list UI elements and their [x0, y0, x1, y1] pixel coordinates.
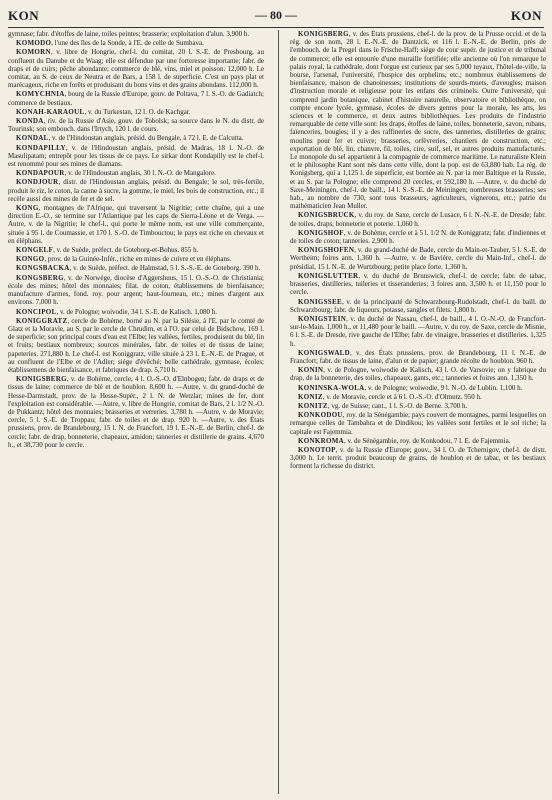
- entry-text: , l'une des îles de la Sonde, à l'E. de celle de Sumbava.: [51, 39, 204, 48]
- entry-headword: KONIGSHOFEN: [298, 246, 355, 255]
- entry-headword: KONIGSSEE: [298, 297, 342, 306]
- dictionary-entry: [290, 366, 546, 382]
- entry-headword: KONAH-KARAOUL: [16, 107, 85, 116]
- dictionary-entry: [8, 117, 264, 133]
- entry-text: , prov. de la Guinée-Infér., riche en mines de cuivre et en éléphans.: [44, 255, 232, 264]
- dictionary-entry: [290, 272, 546, 297]
- header-rule: [8, 27, 544, 28]
- dictionary-entry: [8, 255, 264, 263]
- entry-text: , v. de Moravie, cercle et à 6 l. O.-S.-O. d'Olmutz. 950 h.: [322, 392, 482, 401]
- entry-headword: KONDAPOUR: [16, 169, 65, 178]
- entry-text: , v. du Turkestan, 12 l. O. de Kachgar.: [84, 107, 191, 116]
- dictionary-entry: [290, 30, 546, 210]
- entry-headword: KONIGSTEIN: [298, 314, 347, 323]
- entry-text: , v. du grand-duché de Bade, cercle du Main-et-Tauber, 5 l. S.-E. de Wertheim; foires ann. 1,360 h. —Autre, v. de Bavière, cercle du Main-Inf., chef-l. de présidial, 15 l. N.-E. de Wurtzbourg; petite place forte. 1,360 h.: [290, 246, 546, 271]
- entry-headword: KONKROMA: [298, 436, 344, 445]
- entry-headword: KONGO: [16, 255, 45, 264]
- entry-text: , v. de Norwége, diocèse d'Aggershuus, 15 l. O.-S.-O. de Christiania; école des mines; hôtel des monnaies; filat. de coton, établissemens de bienfaisance; manufacture d'armes, fond. roy. pour argent; haut-fourneau, etc.; mines d'argent aux environs. 7,000 h.: [8, 273, 264, 307]
- entry-text: , v. de Suède, préfect. de Goteborg-et-Bohus. 855 h.: [53, 246, 199, 255]
- entry-headword: KONCIPOL: [16, 307, 57, 316]
- entry-headword: KONDA: [16, 117, 44, 126]
- entry-headword: KONGSBERG: [16, 273, 64, 282]
- entry-text: , v. de l'Hindoustan anglais, présid. du Bengale, à 72 l. E. de Calcutta.: [48, 134, 244, 143]
- running-head-right: KON: [510, 8, 542, 23]
- entry-text: , cercle de Bohème, borné au N. par la Silésie, à l'E. par le comté de Glatz et la Moravie, au S. par le cercle de Chrudim, et à l'O. par celui de Bidschow, 169 l. de superficie; son principal cours d'eau est l'Elbe; les vallées, fertiles, produisent du blé, lin et fruits; bestiaux nombreux; sources minérales, fabr. de toiles et de tissus de laine; papeteries. 271,880 h. Le chef-l. est Koniggratz, ville située à 23 l. E.-N.-E. de Prague, et au confluent de l'Elbe et de l'Adler; siége d'évêché; belle cathédrale, gymnase, écoles; établissemens de bienfaisance, et fabriques de drap. 5,710 h.: [8, 316, 264, 374]
- entry-text: , v. du duché de Brunswick, chef-l. de cercle; fabr. de tabac, brasseries, distilleries, tuileries et tisseranderies; 3 foires ann. 3,500 h. et 11,150 pour le cercle.: [290, 271, 546, 297]
- entry-headword: KOMYCHNIA: [16, 90, 65, 99]
- entry-text: , v. de Pologne; woiwodie, 9 l. N.-O. de Lublin. 1,100 h.: [364, 383, 523, 392]
- entry-headword: KONIGSBERG: [16, 375, 67, 384]
- entry-headword: KONIGSHOF: [298, 228, 344, 237]
- dictionary-entry: [8, 264, 264, 272]
- entry-headword: KONIN: [298, 366, 324, 375]
- entry-headword: KONGELF: [16, 246, 54, 255]
- left-column: [8, 30, 264, 794]
- dictionary-entry: [290, 411, 546, 436]
- page-number: — 80 —: [255, 8, 297, 22]
- dictionary-entry: [8, 144, 264, 169]
- entry-text: , v. des États prussiens, chef-l. de la prov. de la Prusse occid. et de la rég. de son nom, 28 l. E.-N.-E. de Dantzick, et 116 l. E.-N.-E. de Berlin, près de l'embouch. de la Pregel dans le Frische-Haff; siége de cour supér. de justice et de tribunal de commerce; elle est entourée d'une muraille fortifiée; elle ancienne où l'on remarque le palais royal, la cathédrale, dont l'orgue est curieux par ses 5,000 tuyaux, l'hôtel-de-ville, la bourse, l'arsenal, l'université, l'hospice des orphelins, etc.; nombreux établissemens de bienfaisance, maison de chanoinesses; institutions de sourds-muets, d'aveugles; maison d'instruction morale et religieuse pour les enfans des criminels. Outre l'université, qui comprend jardin botanique, cabinet d'histoire naturelle, observatoire et bibliothèque, on compte encore lycée, gymnase, écoles de divers genres pour la morale, les arts, les sciences et le commerce, et deux autres bibliothèques. Les produits de l'industrie remarquable de cette ville sont: les draps, étoffes de laine, toiles, bonneterie, savon, rubans, faïenceries, bougies; il y a des raffineries de sucre, des tanneries, distilleries de grains; moulins pour fer et cuivre; brasseries, orfèvreries, chantiers de construction, etc.; exportation de blé, lin, chanvre, fil, toiles, cire, suif, sel, et autres produits manufacturés. Le monopole du sel appartient à la compagnie de commerce maritime. Le naturaliste Klein et le philosophe Kant sont nés dans cette ville, dont la pop. est de 63,880 hab. La rég. de Konigsberg, qui a 1,125 l. de superficie, est bornée au N. par la mer Baltique et la Russie, et au S. par la Pologne; elle comprend 20 cercles, et 592,180 h. —Autre, v. du duché de Saxe-Meiningen, chef-l. de baill., 14 l. S.-S.-E. de Meiningen; nombreuses brasseries; ses hab., au nombre de 730, sont tous brasseurs, agriculteurs, vignerons, etc.; patrie du mathématicien Jean Muller.: [290, 30, 546, 211]
- entry-headword: KONINSKA-WOLA: [298, 383, 365, 392]
- entry-headword: KONIGSLUTTER: [298, 271, 359, 280]
- entry-text: , riv. de la Russie d'Asie, gouv. de Tobolsk; sa source dans le N. du distr. de Tourinsk; son embouch. dans l'Irtych, 120 l. de cours.: [8, 117, 264, 134]
- entry-headword: KONIZ: [298, 392, 323, 401]
- dictionary-entry: [290, 437, 546, 445]
- dictionary-entry: [290, 211, 546, 227]
- dictionary-entry: [290, 246, 546, 271]
- column-divider: [278, 30, 279, 794]
- entry-text: , v. de l'Hindoustan anglais, présid. de Madras, 18 l. N.-O. de Masulipatam; entrepôt pour les tissus de ce pays. Le sirkar dont Kondapilly est le chef-l. est renommé pour ses mines de diamans.: [8, 143, 264, 169]
- dictionary-entry: [8, 274, 264, 307]
- entry-text: , bourg de la Russie d'Europe, gouv. de Poltava, 7 l. S.-O. de Gadiatch; commerce de bestiaux.: [8, 90, 264, 107]
- entry-text: , v. de la Russie d'Europe; gouv., 34 l. O. de Tchernigov, chef-l. de distr. 3,000 h. Le territ. produit beaucoup de grains, de houblon et de tabac, et les bestiaux forment la richesse du district.: [290, 445, 546, 471]
- entry-text: , v. de Pologne; woivodie, 34 l. S.-E. de Kalisch. 1,080 h.: [56, 307, 218, 316]
- dictionary-entry: [290, 384, 546, 392]
- entry-text: , distr. de l'Hindoustan anglais, présid. du Bengale; le sol, très-fertile, produit le riz, le coton, la canne à sucre, la gomme, le miel, les bois de construction, etc.; il recèle aussi des mines de fer et de sel.: [8, 178, 264, 203]
- entry-text: , roy. de la Sénégambie; pays couvert de montagnes, parmi lesquelles on remarque celles de Tambahra et de Dindikou; les vallées sont fertiles et le sol riche; la capitale est Fajemmia.: [290, 411, 546, 436]
- entry-headword: KONDJOUR: [16, 178, 59, 187]
- dictionary-entry: [290, 446, 546, 471]
- entry-text: , v. de Bohème, cercle, 4 l. O.-S.-O. d'Elnbogen; fabr. de draps et de tissus de laine; commerce de blé et de houblon. 8,600 h. —Autre, v. du grand-duché de Hesse-Darmstadt, prov. de la Hesse-Supér., 2 l. N. de Wetzlar; mines de fer, dont l'exploitation est considérable. —Autre, v. libre de Hongrie, comitat de Bars, 2 l. 1/2 N.-O. de Pukkantz; hôtel des monnaies; brasseries et verreries. 3,780 h. —Autre, v. de Moravie; cercle, 5 l. S.-E. de Troppau; fabr. de toiles et de drap. 920 h. —Autre, v. des États prussiens, prov. de Brandebourg, 15 l. N. de Francfort, 19 l. E.-N.-E. de Berlin, chef-l. de cercle; fabr. de drap, bonneterie, chapeaux, amidon; tanneries et distillerie de grains. 4,670 h., et 38,730 pour le cercle.: [8, 375, 264, 449]
- page-header: [0, 8, 552, 26]
- dictionary-entry: [8, 375, 264, 449]
- entry-text: , v. du duché de Nassau, chef-l. de baill., 4 l. O.-N.-O. de Francfort-sur-le-Main. 1,000 h., et 11,480 pour le baill. —Autre, v. du roy. de Saxe, cercle de Misnie, 6 l. S.-E. de Dresde, rive gauche de l'Elbe; fabr. de vinaigre, brasseries et distilleries. 1,325 h.: [290, 314, 546, 348]
- entry-headword: KONKODOU: [298, 411, 343, 420]
- entry-headword: KOMODO: [16, 39, 52, 48]
- dictionary-entry: [290, 229, 546, 245]
- entry-text: , v. des États prussiens, prov. de Brandebourg, 11 l. N.-E. de Francfort; fabr. de tissus de laine, d'alun et de papier; grande récolte de houblon. 960 h.: [290, 348, 546, 365]
- entry-headword: KONIGSBRUCK: [298, 211, 355, 220]
- entry-headword: KONIGSWALD: [298, 348, 351, 357]
- dictionary-entry: [8, 317, 264, 374]
- entry-text: , v. de l'Hindoustan anglais, 30 l. N.-O. de Mangalore.: [64, 169, 216, 178]
- entry-text: , v. de Suède, préfect. de Halmstad, 5 l. S.-S.-E. de Goteborg. 390 h.: [69, 264, 261, 273]
- entry-text: gymnase; fabr. d'étoffes de laine, toiles peintes; brasserie; exploitation d'alun. 3,900 h.: [8, 30, 250, 38]
- entry-text: , v. de la principauté de Schwarzbourg-Rudolstadt, chef-l. du baill. de Schwarzbourg; fabr. de liqueurs, potasse, sangles et filets. 1,800 h.: [290, 297, 546, 314]
- entry-headword: KONG: [16, 204, 39, 213]
- entry-headword: KONGSBACKA: [16, 264, 70, 273]
- dictionary-entry: [8, 108, 264, 116]
- entry-headword: KONIGSBERG: [298, 30, 349, 38]
- dictionary-entry: [290, 402, 546, 410]
- dictionary-entry: [8, 308, 264, 316]
- entry-headword: KONITZ: [298, 401, 328, 410]
- entry-headword: KOMORN: [16, 48, 51, 57]
- dictionary-entry: [8, 246, 264, 254]
- entry-text: , v. de Bohème, cercle et à 5 l. 1/2 N. de Koniggratz; fabr. d'indiennes et de toiles de coton; tanneries. 2,900 h.: [290, 228, 546, 246]
- dictionary-entry: [8, 134, 264, 142]
- entry-text: , v. de Pologne, woiwodie de Kalisch, 43 l. O. de Varsovie; on y fabrique du drap, de la bonneterie, des toiles, chapeaux, gants, etc.; tanneries et foires ann. 1,350 h.: [290, 366, 546, 383]
- entry-text: , montagnes de l'Afrique, qui traversent la Nigritie; cette chaîne, qui a une direction E.-O., se termine sur l'Atlantique par les caps de Sierra-Léone et de Verga. —Autre, v. de la Nigritie; le chef-l., qui porte le même nom, est une ville commerçante, située à 95 l. de Coumassie, et 170 l. S.-O. de Timbouctou; le pays est riche en chevaux et en éléphans.: [8, 204, 264, 245]
- entry-headword: KONDAL: [16, 134, 49, 143]
- running-head-left: KON: [8, 8, 40, 23]
- right-column: [290, 30, 546, 794]
- dictionary-entry: [290, 349, 546, 365]
- entry-headword: KONIGGRATZ: [16, 316, 68, 325]
- dictionary-entry: [8, 30, 264, 38]
- dictionary-entry: [8, 39, 264, 47]
- dictionary-entry: [8, 178, 264, 203]
- entry-text: , v. libre de Hongrie, chef-l. du comitat, 20 l. S.-E. de Presbourg, au confluent du Danube et du Waag; elle est défendue par une forteresse importante; fabr. de draps et de cuirs; pêche abondante; commerce de blé, vins, miel et poisson. 12,000 h. Le comitat, au S. de ceux de Neutra et de Bars, a 158 l. de superficie. C'est un pays plat et marécageux, riche en forêts et produisant du bons vins et des grains abondans. 112,000 h.: [8, 48, 264, 90]
- dictionary-entry: [290, 315, 546, 348]
- entry-text: , v. de Sénégambie, roy. de Konkodou, 7 l. E. de Fajemmia.: [343, 436, 511, 445]
- dictionary-entry: [8, 169, 264, 177]
- entry-headword: KONOTOP: [298, 445, 336, 454]
- dictionary-entry: [8, 90, 264, 106]
- dictionary-entry: [8, 48, 264, 89]
- entry-headword: KONDAPILLY: [16, 143, 66, 152]
- dictionary-entry: [290, 298, 546, 314]
- entry-text: , vg. de Suisse; cant., 1 l. S.-O. de Berne. 3,700 h.: [327, 401, 468, 410]
- entry-text: , v. du roy. de Saxe, cercle de Lusace, 6 l. N.-N.-E. de Dresde; fabr. de toiles, draps, bonneterie et poterie. 1,060 h.: [290, 211, 546, 228]
- dictionary-entry: [290, 393, 546, 401]
- dictionary-entry: [8, 204, 264, 245]
